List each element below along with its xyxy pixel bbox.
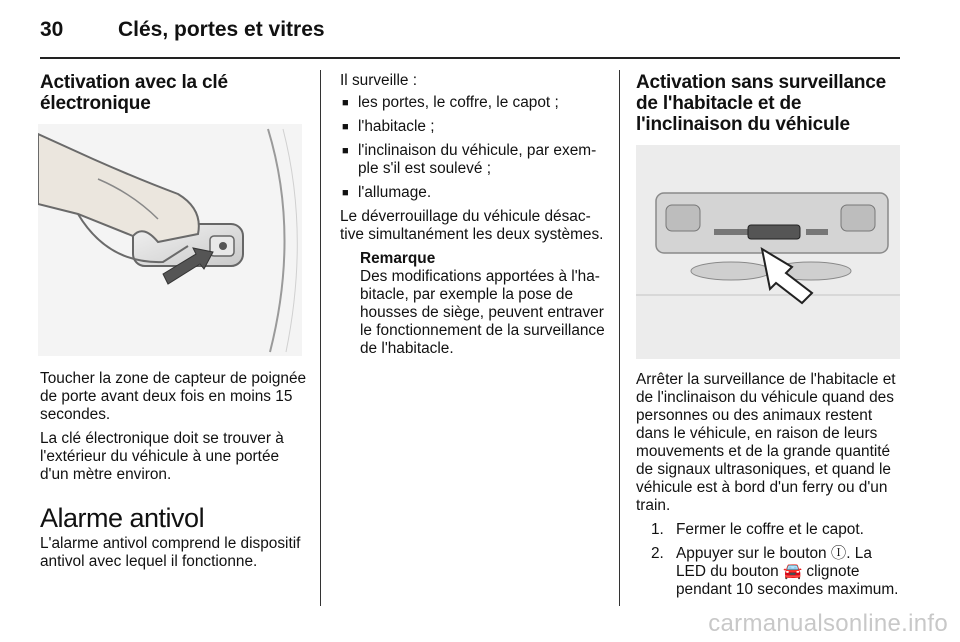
list-item: ■ l'allumage. — [340, 184, 606, 202]
step-number: 1. — [651, 521, 664, 538]
list-item: ■ l'inclinaison du véhicule, par exemple s'il est soulevé ; — [340, 142, 606, 178]
column-2 — [340, 72, 606, 358]
list-item — [636, 545, 906, 599]
note-text: Des modifications apportées à l'habitacle, par exemple la pose de housses de siège, peuvent entraver le fonctionnement de la surveillance de l'habitacle. — [360, 268, 605, 357]
note-box — [340, 250, 606, 358]
section-heading-no-monitoring: Activation sans surveillance de l'habitacle et de l'inclinaison du véhicule — [636, 72, 886, 135]
door-handle-illustration — [38, 124, 302, 356]
page-number: 30 — [40, 18, 64, 41]
monitored-list — [340, 94, 606, 202]
paragraph-touch-sensor: Toucher la zone de capteur de poignée de porte avant deux fois en moins 15 secondes. — [40, 370, 307, 423]
page-header — [40, 18, 900, 48]
list-item: ■ l'habitacle ; — [340, 118, 606, 136]
steps-list — [636, 521, 906, 599]
list-item: ■ les portes, le coffre, le capot ; — [340, 94, 606, 112]
step-text: Fermer le coffre et le capot. — [676, 521, 864, 538]
header-rule — [40, 57, 900, 59]
list-item — [636, 521, 906, 539]
watermark: carmanualsonline.info — [708, 610, 948, 637]
column-1 — [40, 72, 308, 577]
paragraph-unlock: Le déverrouillage du véhicule désactive simultanément les deux systèmes. — [340, 208, 604, 243]
section-title-anti-theft: Alarme antivol — [40, 503, 205, 533]
paragraph-key-distance: La clé électronique doit se trouver à l'extérieur du véhicule à une portée d'un mètre environ. — [40, 430, 284, 483]
column-divider-2 — [619, 70, 620, 606]
paragraph-monitors-intro: Il surveille : — [340, 72, 417, 89]
column-divider-1 — [320, 70, 321, 606]
chapter-title: Clés, portes et vitres — [118, 18, 325, 41]
note-title: Remarque — [360, 250, 436, 267]
paragraph-anti-theft: L'alarme antivol comprend le dispositif antivol avec lequel il fonctionne. — [40, 535, 301, 570]
step-text: Appuyer sur le bouton Ⓘ. La LED du bouton 🚘 clignote pendant 10 secondes maximum. — [676, 545, 899, 598]
column-3 — [636, 72, 906, 605]
roof-console-illustration — [636, 145, 900, 359]
section-heading-electronic-key: Activation avec la clé électronique — [40, 72, 228, 114]
paragraph-stop-monitoring: Arrêter la surveillance de l'habitacle et de l'inclinaison du véhicule quand des personnes ou des animaux restent dans le véhicule, en raison de leurs mouvements et de la grande quantité de signaux ultrasoniques, et quand le véhicule est à bord d'un ferry ou d'un train. — [636, 371, 896, 514]
step-number: 2. — [651, 545, 664, 562]
